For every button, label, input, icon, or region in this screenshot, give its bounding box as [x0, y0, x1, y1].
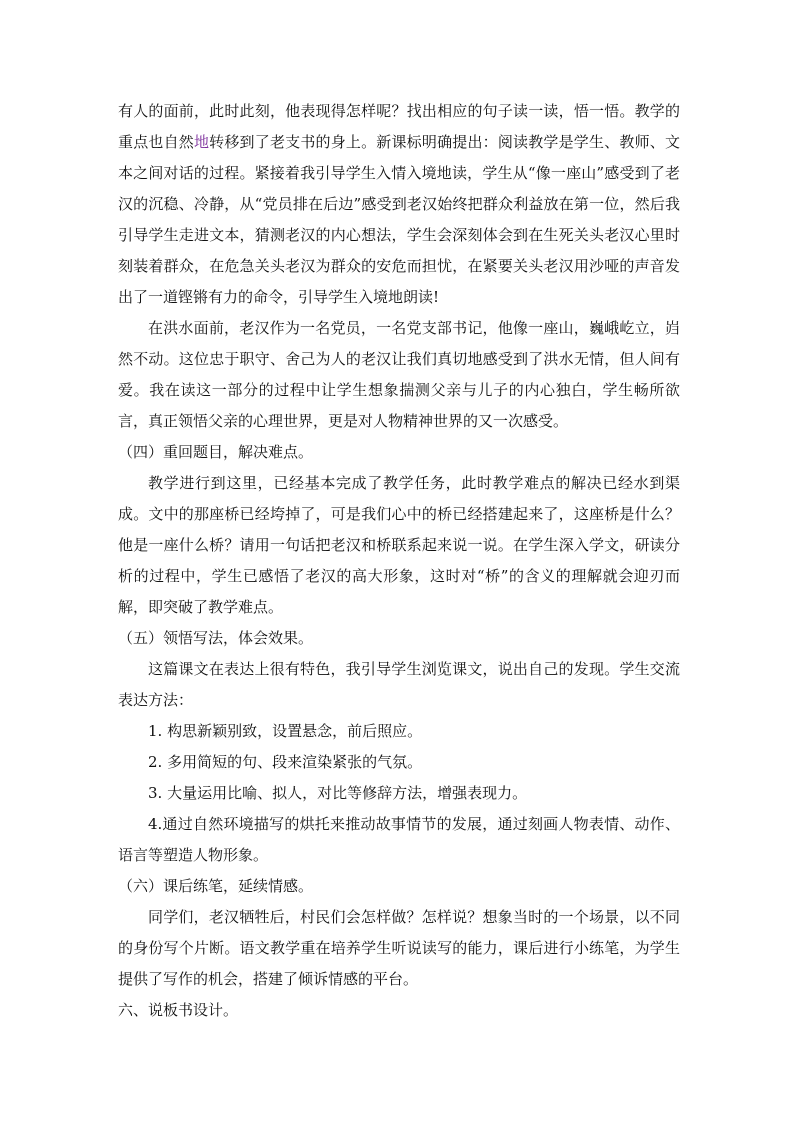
highlighted-word: 地 — [193, 133, 210, 151]
heading-part-6: 六、说板书设计。 — [118, 1001, 239, 1019]
list-item-4: 4.通过自然环境描写的烘托来推动故事情节的发展，通过刻画人物表情、动作、语言等塑造人物形象。 — [118, 815, 680, 864]
heading-section-5: （五）领悟写法，体会效果。 — [118, 629, 314, 647]
heading-section-6: （六）课后练笔，延续情感。 — [118, 877, 314, 895]
paragraph-3: 教学进行到这里，已经基本完成了教学任务，此时教学难点的解决已经水到渠成。文中的那座桥已经垮掉了，可是我们心中的桥已经搭建起来了，这座桥是什么？他是一座什么桥？请用一句话把老汉和桥联系起来说一说。在学生深入学文，研读分析的过程中，学生已感悟了老汉的高大形象，这时对“桥”的含义的理解就会迎刃而解，即突破了教学难点。 — [118, 474, 680, 616]
paragraph-2: 在洪水面前，老汉作为一名党员，一名党支部书记，他像一座山，巍峨屹立，岿然不动。这位忠于职守、舍己为人的老汉让我们真切地感受到了洪水无情，但人间有爱。我在读这一部分的过程中让学生想象揣测父亲与儿子的内心独白，学生畅所欲言，真正领悟父亲的心理世界，更是对人物精神世界的又一次感受。 — [118, 319, 680, 430]
paragraph-5: 同学们，老汉牺牲后，村民们会怎样做？怎样说？想象当时的一个场景，以不同的身份写个片断。语文教学重在培养学生听说读写的能力，课后进行小练笔，为学生提供了写作的机会，搭建了倾诉情感的平台。 — [118, 908, 680, 988]
paragraph-1 — [118, 96, 680, 313]
paragraph-4: 这篇课文在表达上很有特色，我引导学生浏览课文，说出自己的发现。学生交流表达方法： — [118, 660, 680, 709]
list-item-3: 3. 大量运用比喻、拟人，对比等修辞方法，增强表现力。 — [148, 784, 528, 802]
paragraph-1-part-b: 转移到了老支书的身上。新课标明确提出：阅读教学是学生、教师、文本之间对话的过程。紧接着我引导学生入情入境地读，学生从“像一座山”感受到了老汉的沉稳、冷静，从“党员排在后边”感受到老汉始终把群众利益放在第一位，然后我引导学生走进文本，猜测老汉的内心想法，学生会深刻体会到在生死关头老汉心里时刻装着群众，在危急关头老汉为群众的安危而担忧，在紧要关头老汉用沙哑的声音发出了一道铿锵有力的命令，引导学生入境地朗读! — [118, 133, 680, 306]
list-item-2: 2. 多用简短的句、段来渲染紧张的气氛。 — [148, 753, 423, 771]
document-page — [118, 96, 680, 1026]
list-item-1: 1. 构思新颖别致，设置悬念，前后照应。 — [148, 722, 423, 740]
heading-section-4: （四）重回题目，解决难点。 — [118, 443, 314, 461]
paragraph-1-part-a: 有人的面前，此时此刻，他表现得怎样呢？找出相应的句子读一读，悟一悟。教学的重点也自然 — [118, 102, 680, 151]
